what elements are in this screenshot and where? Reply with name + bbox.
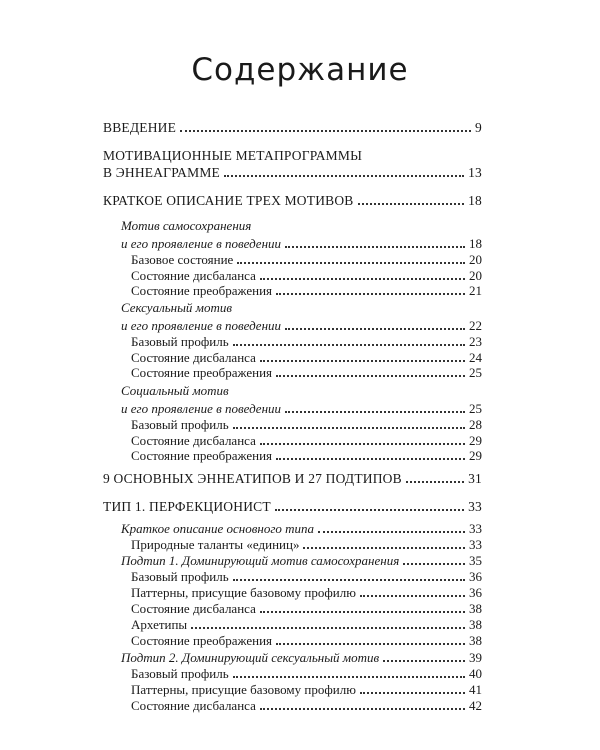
toc-entry[interactable]: Архетипы 38 [131,617,482,632]
dot-leader [180,129,471,132]
toc-entry-social-motive[interactable]: и его проявление в поведении 25 [121,401,482,416]
dot-leader [260,442,465,445]
dot-leader [403,562,465,565]
dot-leader [276,374,465,377]
dot-leader [233,578,465,581]
dot-leader [191,626,465,629]
toc-entry[interactable]: Базовый профиль 23 [131,334,482,349]
page-title: Содержание [191,52,409,88]
toc-entry-first-line: Мотив самосохранения [121,218,252,233]
toc-entry-type-1[interactable]: ТИП 1. ПЕРФЕКЦИОНИСТ 33 [103,499,482,514]
dot-leader [276,292,465,295]
toc-entry[interactable]: Базовый профиль 36 [131,569,482,584]
dot-leader [383,659,465,662]
dot-leader [224,174,464,177]
dot-leader [360,594,465,597]
dot-leader [285,410,465,413]
toc-entry[interactable]: Базовое состояние 20 [131,252,482,267]
toc-entry[interactable]: Краткое описание основного типа 33 [121,521,482,536]
toc-entry-sexual-motive[interactable]: и его проявление в поведении 22 [121,318,482,333]
toc-entry[interactable]: Состояние преображения 38 [131,633,482,648]
dot-leader [260,707,465,710]
dot-leader [233,343,465,346]
toc-entry-subtype-2[interactable]: Подтип 2. Доминирующий сексуальный мотив 39 [121,650,482,665]
dot-leader [260,277,465,280]
dot-leader [260,359,465,362]
toc-entry-enneatypes[interactable]: 9 ОСНОВНЫХ ЭННЕАТИПОВ И 27 ПОДТИПОВ 31 [103,471,482,486]
toc-entry[interactable]: Паттерны, присущие базовому профилю 36 [131,585,482,600]
dot-leader [303,546,465,549]
toc-entry-subtype-1[interactable]: Подтип 1. Доминирующий мотив самосохранения 35 [121,553,482,568]
toc-entry[interactable]: Базовый профиль 40 [131,666,482,681]
toc-entry[interactable]: Состояние дисбаланса 42 [131,698,482,713]
toc-entry[interactable]: Состояние преображения 29 [131,448,482,463]
toc-entry[interactable]: Состояние дисбаланса 29 [131,433,482,448]
toc-entry[interactable]: Природные таланты «единиц» 33 [131,537,482,552]
toc-entry[interactable]: Состояние дисбаланса 20 [131,268,482,283]
toc-entry[interactable]: Паттерны, присущие базовому профилю 41 [131,682,482,697]
dot-leader [285,245,465,248]
toc-entry-introduction[interactable]: ВВЕДЕНИЕ 9 [103,120,482,135]
dot-leader [276,457,465,460]
toc-entry[interactable]: Состояние дисбаланса 38 [131,601,482,616]
toc-entry-metaprograms[interactable]: В ЭННЕАГРАММЕ 13 [103,165,482,180]
dot-leader [233,675,465,678]
dot-leader [406,480,464,483]
dot-leader [360,691,465,694]
dot-leader [318,530,465,533]
toc-entry[interactable]: Состояние дисбаланса 24 [131,350,482,365]
toc-entry[interactable]: Базовый профиль 28 [131,417,482,432]
toc-entry-first-line: МОТИВАЦИОННЫЕ МЕТАПРОГРАММЫ [103,148,363,163]
dot-leader [276,642,465,645]
dot-leader [260,610,465,613]
toc-entry-self-preservation[interactable]: и его проявление в поведении 18 [121,236,482,251]
toc-entry-first-line: Социальный мотив [121,383,229,398]
toc-entry[interactable]: Состояние преображения 25 [131,365,482,380]
toc-entry-first-line: Сексуальный мотив [121,300,232,315]
dot-leader [285,327,465,330]
dot-leader [358,202,465,205]
dot-leader [233,426,465,429]
dot-leader [237,261,465,264]
toc-entry-three-motives[interactable]: КРАТКОЕ ОПИСАНИЕ ТРЕХ МОТИВОВ 18 [103,193,482,208]
toc-entry[interactable]: Состояние преображения 21 [131,283,482,298]
dot-leader [275,508,464,511]
